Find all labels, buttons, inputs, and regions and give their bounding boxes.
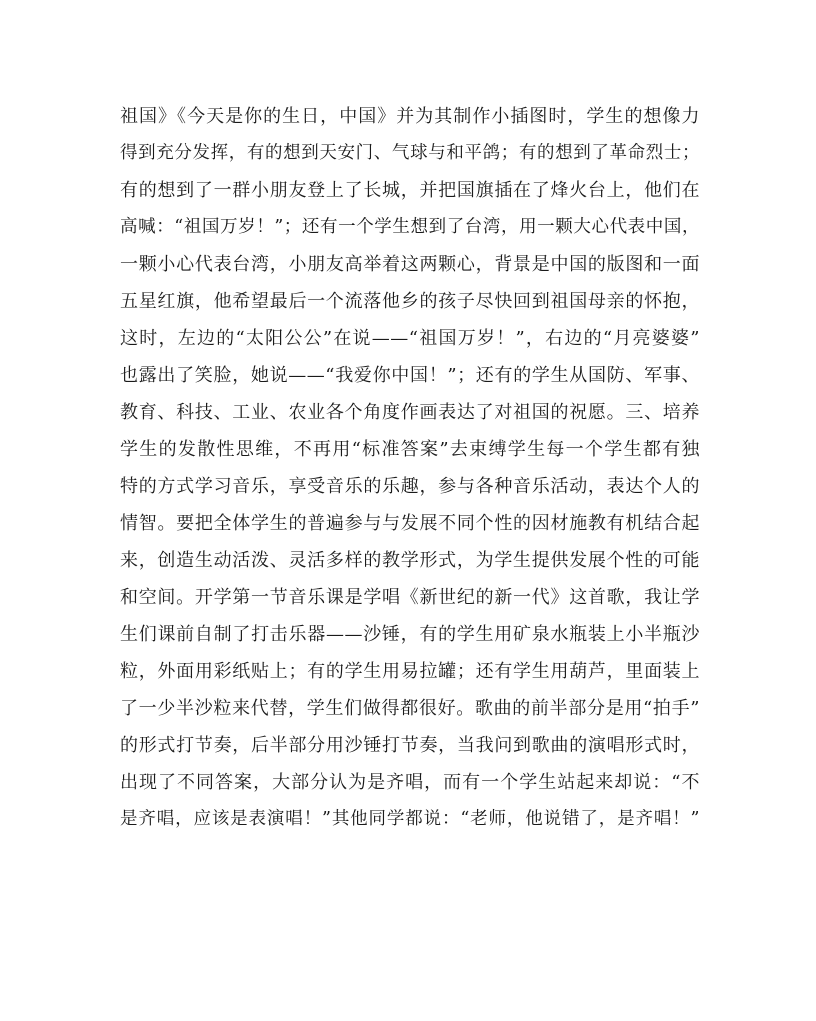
- text-line-9: 教育、科技、工业、农业各个角度作画表达了对祖国的祝愿。三、培养: [120, 402, 700, 423]
- text-line-5: 一颗小心代表台湾，小朋友高举着这两颗心，背景是中国的版图和一面: [120, 254, 700, 275]
- text-line-13: 来，创造生动活泼、灵活多样的教学形式，为学生提供发展个性的可能: [120, 550, 700, 571]
- text-line-14: 和空间。开学第一节音乐课是学唱《新世纪的新一代》这首歌，我让学: [120, 587, 700, 608]
- text-line-2: 得到充分发挥，有的想到天安门、气球与和平鸽；有的想到了革命烈士；: [120, 143, 700, 163]
- text-line-8: 也露出了笑脸，她说——“我爱你中国！”；还有的学生从国防、军事、: [120, 365, 700, 386]
- text-line-20: 是齐唱，应该是表演唱！”其他同学都说：“老师，他说错了，是齐唱！”: [120, 809, 700, 829]
- text-line-17: 了一少半沙粒来代替，学生们做得都很好。歌曲的前半部分是用“拍手”: [120, 698, 700, 719]
- text-line-3: 有的想到了一群小朋友登上了长城，并把国旗插在了烽火台上，他们在: [120, 180, 700, 201]
- text-line-16: 粒，外面用彩纸贴上；有的学生用易拉罐；还有学生用葫芦，里面装上: [120, 661, 700, 682]
- text-line-19: 出现了不同答案，大部分认为是齐唱，而有一个学生站起来却说：“不: [120, 772, 700, 793]
- text-line-10: 学生的发散性思维，不再用“标准答案”去束缚学生每一个学生都有独: [120, 439, 700, 460]
- text-line-4: 高喊：“祖国万岁！”；还有一个学生想到了台湾，用一颗大心代表中国，: [120, 217, 700, 237]
- text-line-15: 生们课前自制了打击乐器——沙锤，有的学生用矿泉水瓶装上小半瓶沙: [120, 624, 700, 645]
- body-paragraph: [120, 98, 700, 838]
- text-line-1: 祖国》《今天是你的生日，中国》并为其制作小插图时，学生的想像力: [120, 106, 700, 127]
- text-line-18: 的形式打节奏，后半部分用沙锤打节奏，当我问到歌曲的演唱形式时，: [120, 735, 700, 756]
- text-line-11: 特的方式学习音乐，享受音乐的乐趣，参与各种音乐活动，表达个人的: [120, 476, 700, 497]
- text-line-12: 情智。要把全体学生的普遍参与与发展不同个性的因材施教有机结合起: [120, 513, 700, 534]
- text-line-6: 五星红旗，他希望最后一个流落他乡的孩子尽快回到祖国母亲的怀抱，: [120, 291, 700, 312]
- text-line-7: 这时，左边的“太阳公公”在说——“祖国万岁！”，右边的“月亮婆婆”: [120, 328, 700, 349]
